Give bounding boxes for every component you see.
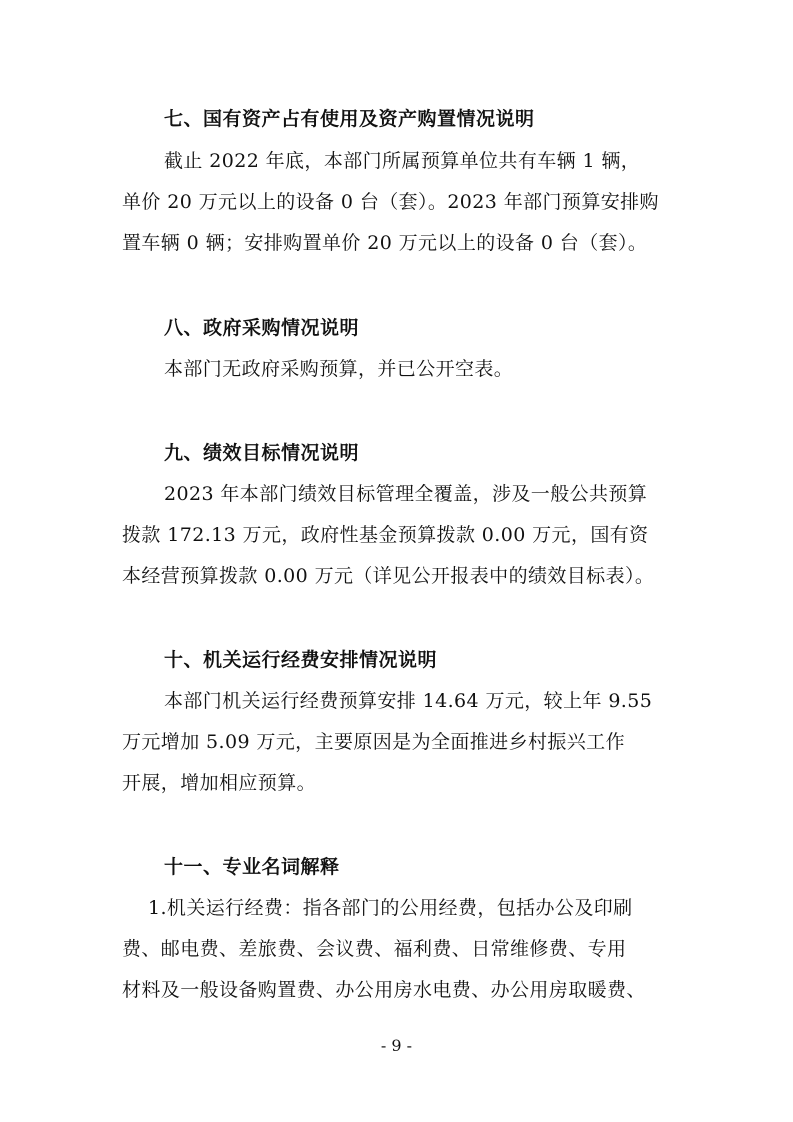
section-11-line-1: 1.机关运行经费：指各部门的公用经费，包括办公及印刷 xyxy=(148,897,633,919)
section-8-line-1: 本部门无政府采购预算，并已公开空表。 xyxy=(164,358,514,380)
section-7-line-2: 单价 20 万元以上的设备 0 台（套）。2023 年部门预算安排购 xyxy=(122,191,659,213)
section-7-heading: 七、国有资产占有使用及资产购置情况说明 xyxy=(164,108,535,130)
section-11-line-3: 材料及一般设备购置费、办公用房水电费、办公用房取暖费、 xyxy=(122,979,646,1001)
page-number: - 9 - xyxy=(380,1036,413,1055)
section-8-heading: 八、政府采购情况说明 xyxy=(164,317,360,339)
section-9-line-2: 拨款 172.13 万元，政府性基金预算拨款 0.00 万元，国有资 xyxy=(122,524,649,546)
section-9-line-3: 本经营预算拨款 0.00 万元（详见公开报表中的绩效目标表）。 xyxy=(122,565,655,587)
section-11-heading: 十一、专业名词解释 xyxy=(164,856,340,878)
section-9-line-1: 2023 年本部门绩效目标管理全覆盖，涉及一般公共预算 xyxy=(164,483,648,505)
section-9-heading: 九、绩效目标情况说明 xyxy=(164,442,360,464)
section-10-line-2: 万元增加 5.09 万元，主要原因是为全面推进乡村振兴工作 xyxy=(122,731,625,753)
section-10-line-1: 本部门机关运行经费预算安排 14.64 万元，较上年 9.55 xyxy=(164,690,653,712)
section-7-line-1: 截止 2022 年底，本部门所属预算单位共有车辆 1 辆， xyxy=(164,150,641,172)
section-7-line-3: 置车辆 0 辆；安排购置单价 20 万元以上的设备 0 台（套）。 xyxy=(122,232,648,254)
section-10-heading: 十、机关运行经费安排情况说明 xyxy=(164,649,438,671)
section-11-line-2: 费、邮电费、差旅费、会议费、福利费、日常维修费、专用 xyxy=(122,938,627,960)
section-10-line-3: 开展，增加相应预算。 xyxy=(122,772,317,794)
